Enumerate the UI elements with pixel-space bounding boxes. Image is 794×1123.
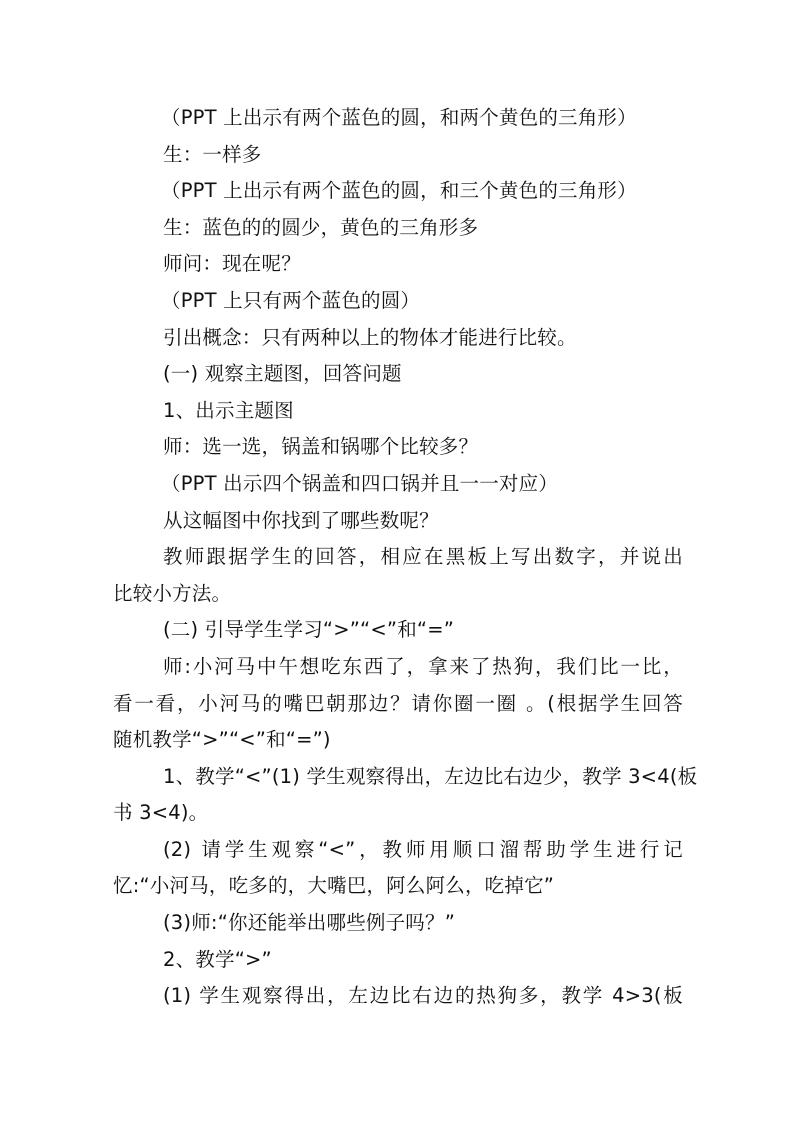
paragraph-hippo-line-3: 随机教学“>”“<”和“=”) <box>113 728 331 752</box>
paragraph-step-1: 1、出示主题图 <box>163 398 294 422</box>
paragraph-teacher-response-line-1: 教师跟据学生的回答，相应在黑板上写出数字，并说出 <box>163 545 683 569</box>
paragraph-hippo-line-2: 看一看，小河马的嘴巴朝那边？请你圈一圈 。(根据学生回答 <box>113 691 683 715</box>
paragraph-teach-less-than-line-1: 1、教学“<”(1) 学生观察得出，左边比右边少，教学 3<4(板 <box>163 764 698 788</box>
paragraph-mnemonic-line-2: 忆:“小河马，吃多的，大嘴巴，阿么阿么，吃掉它” <box>113 874 555 898</box>
paragraph-student-answer-2: 生：蓝色的的圆少，黄色的三角形多 <box>163 215 479 239</box>
paragraph-hippo-line-1: 师:小河马中午想吃东西了，拿来了热狗，我们比一比， <box>163 654 683 678</box>
paragraph-teacher-response-line-2: 比较小方法。 <box>113 581 232 605</box>
paragraph-ppt-note-2: （PPT 上出示有两个蓝色的圆，和三个黄色的三角形） <box>161 179 637 203</box>
paragraph-ppt-note-1: （PPT 上出示有两个蓝色的圆，和两个黄色的三角形） <box>161 106 637 129</box>
paragraph-teach-less-than-line-2: 书 3<4)。 <box>113 801 209 825</box>
paragraph-teacher-prompt: 师：选一选，锅盖和锅哪个比较多？ <box>163 435 479 459</box>
paragraph-ppt-note-4: （PPT 出示四个锅盖和四口锅并且一一对应） <box>161 471 559 495</box>
paragraph-teacher-question: 师问：现在呢？ <box>163 252 301 276</box>
paragraph-question: 从这幅图中你找到了哪些数呢？ <box>163 508 439 532</box>
section-heading-2: (二) 引导学生学习“>”“<”和“=” <box>163 618 455 642</box>
paragraph-examples-question: (3)师:“你还能举出哪些例子吗？” <box>163 911 455 935</box>
paragraph-teach-greater-than-line-1: (1) 学生观察得出，左边比右边的热狗多，教学 4>3(板 <box>163 984 683 1008</box>
paragraph-student-answer-1: 生：一样多 <box>163 142 262 166</box>
paragraph-step-2: 2、教学“>” <box>163 947 272 971</box>
paragraph-concept: 引出概念：只有两种以上的物体才能进行比较。 <box>163 325 577 349</box>
section-heading-1: (一) 观察主题图，回答问题 <box>163 362 402 386</box>
paragraph-ppt-note-3: （PPT 上只有两个蓝色的圆） <box>161 288 421 312</box>
document-body <box>113 100 698 1015</box>
paragraph-mnemonic-line-1: (2) 请学生观察“<”，教师用顺口溜帮助学生进行记 <box>163 837 683 861</box>
